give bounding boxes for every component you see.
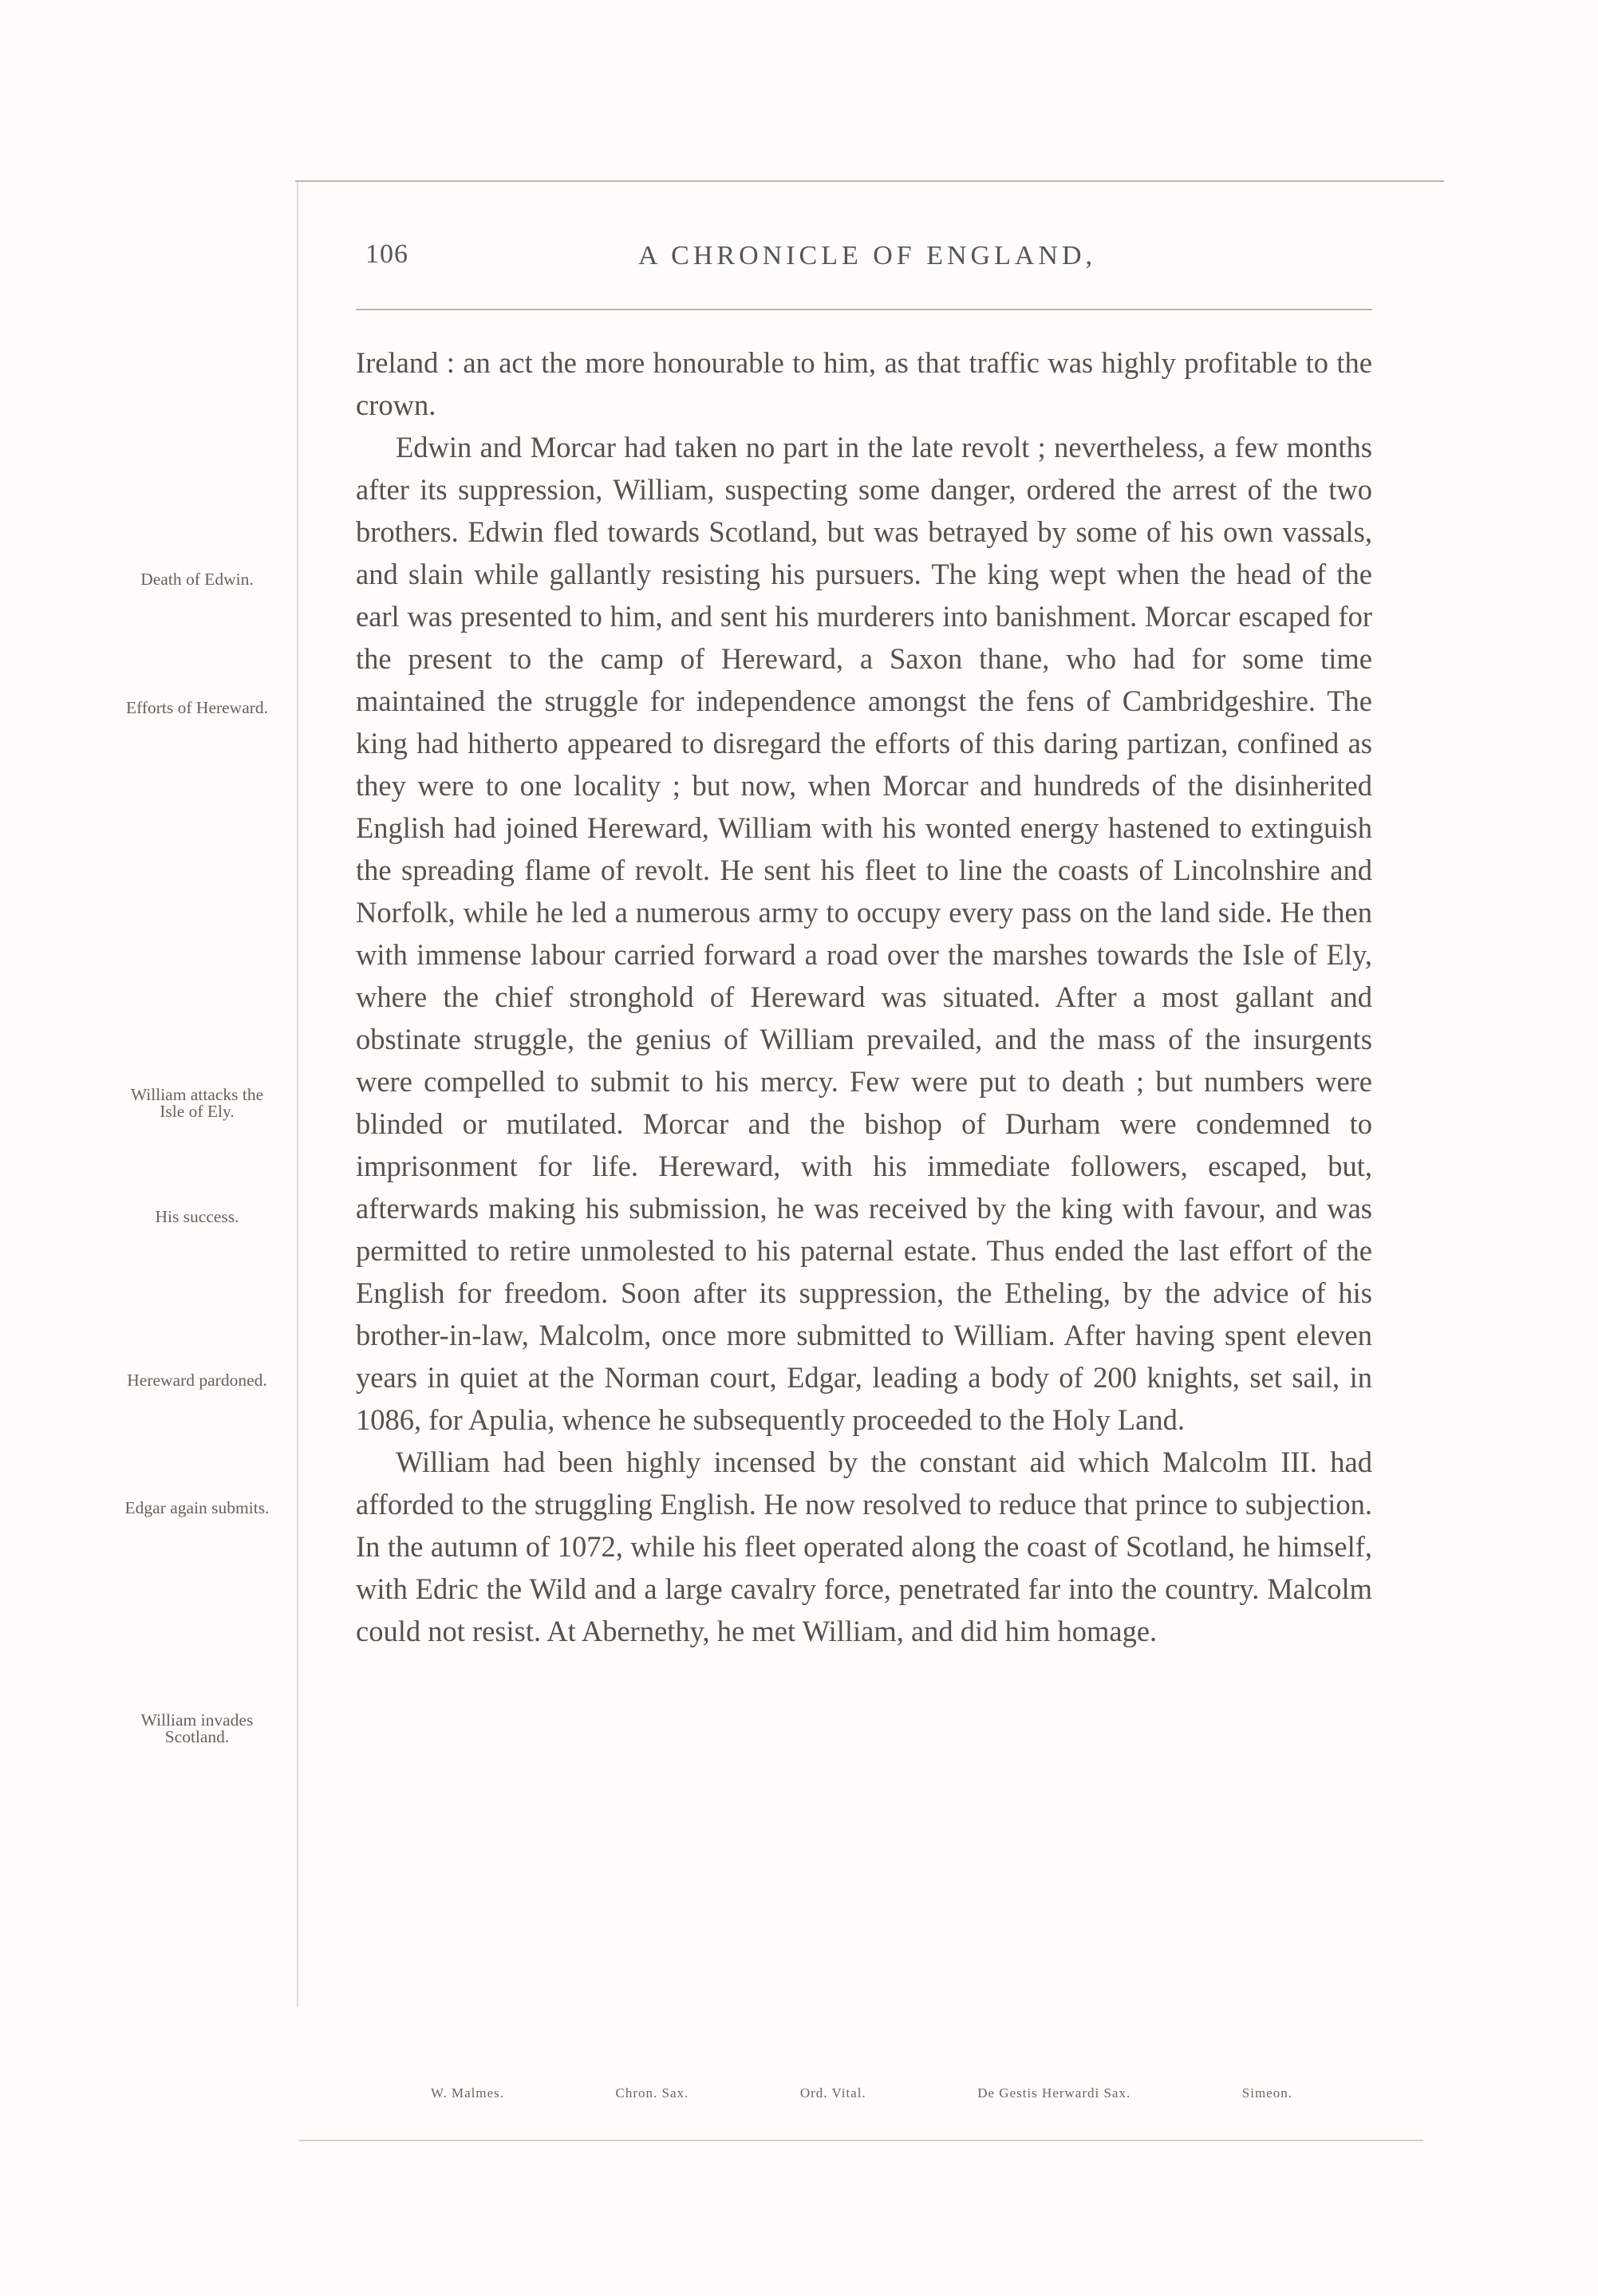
paragraph-2: Edwin and Morcar had taken no part in the late revolt ; nevertheless, a few months after its suppression, William, suspecting some danger, ordered the arrest of the two brothers. Edwin fled towards Scotland, but was betrayed by some of his own vassals, and slain while gallantly resisting his pursuers. The king wept when the head of the earl was presented to him, and sent his murderers into banishment. Morcar escaped for the present to the camp of Hereward, a Saxon thane, who had for some time maintained the struggle for independence amongst the fens of Cambridgeshire. The king had hitherto appeared to disregard the efforts of this daring partizan, confined as they were to one locality ; but now, when Morcar and hundreds of the disinherited English had joined Hereward, William with his wonted energy hastened to extinguish the spreading flame of revolt. He sent his fleet to line the coasts of Lincolnshire and Norfolk, while he led a numerous army to occupy every pass on the land side. He then with immense labour carried forward a road over the marshes towards the Isle of Ely, where the chief stronghold of Hereward was situated. After a most gallant and obstinate struggle, the genius of William prevailed, and the mass of the insurgents were compelled to submit to his mercy. Few were put to death ; but numbers were blinded or mutilated. Morcar and the bishop of Durham were condemned to imprisonment for life. Hereward, with his immediate followers, escaped, but, afterwards making his submission, he was received by the king with favour, and was permitted to retire unmolested to his paternal estate. Thus ended the last effort of the English for freedom. Soon after its suppression, the Etheling, by the advice of his brother-in-law, Malcolm, once more submitted to William. After having spent eleven years in quiet at the Norman court, Edgar, leading a body of 200 knights, set sail, in 1086, for Apulia, whence he subsequently proceeded to the Holy Land. — [356, 431, 1372, 1436]
header-rule — [356, 309, 1372, 310]
sidenote-his-success: His success. — [155, 1207, 239, 1226]
running-title: A CHRONICLE OF ENGLAND, — [638, 241, 1096, 270]
sidenote-edgar-submits: Edgar again submits. — [124, 1498, 270, 1517]
paragraph-3: William had been highly incensed by the constant aid which Malcolm III. had afforded to the struggling English. He now resolved to reduce that prince to subjection. In the autumn of 1072, while his fleet operated along the coast of Scotland, he himself, with Edric the Wild and a large cavalry force, penetrated far into the country. Malcolm could not resist. At Abernethy, he met William, and did him homage. — [356, 1446, 1372, 1647]
citation-chron-sax: Chron. Sax. — [615, 2085, 689, 2101]
body-text — [356, 341, 1372, 1652]
page-number: 106 — [365, 239, 408, 269]
footnote-citations — [431, 2085, 1292, 2101]
sidenote-william-invades-scotland: William invades Scotland. — [140, 1710, 254, 1746]
top-rule — [295, 180, 1444, 182]
citation-malmes: W. Malmes. — [431, 2085, 505, 2101]
citation-ord-vital: Ord. Vital. — [799, 2085, 866, 2101]
bottom-rule — [298, 2140, 1423, 2141]
sidenote-death-of-edwin: Death of Edwin. — [140, 570, 254, 589]
citation-simeon: Simeon. — [1241, 2085, 1292, 2101]
left-rule — [297, 180, 298, 2007]
citation-de-gestis: De Gestis Herwardi Sax. — [977, 2085, 1131, 2101]
paragraph-1: Ireland : an act the more honourable to him, as that traffic was highly profitable to the crown. — [356, 346, 1372, 421]
sidenote-hereward-pardoned: Hereward pardoned. — [127, 1371, 267, 1390]
sidenote-efforts-of-hereward: Efforts of Hereward. — [125, 698, 269, 717]
sidenote-isle-of-ely: William attacks the Isle of Ely. — [130, 1085, 264, 1121]
